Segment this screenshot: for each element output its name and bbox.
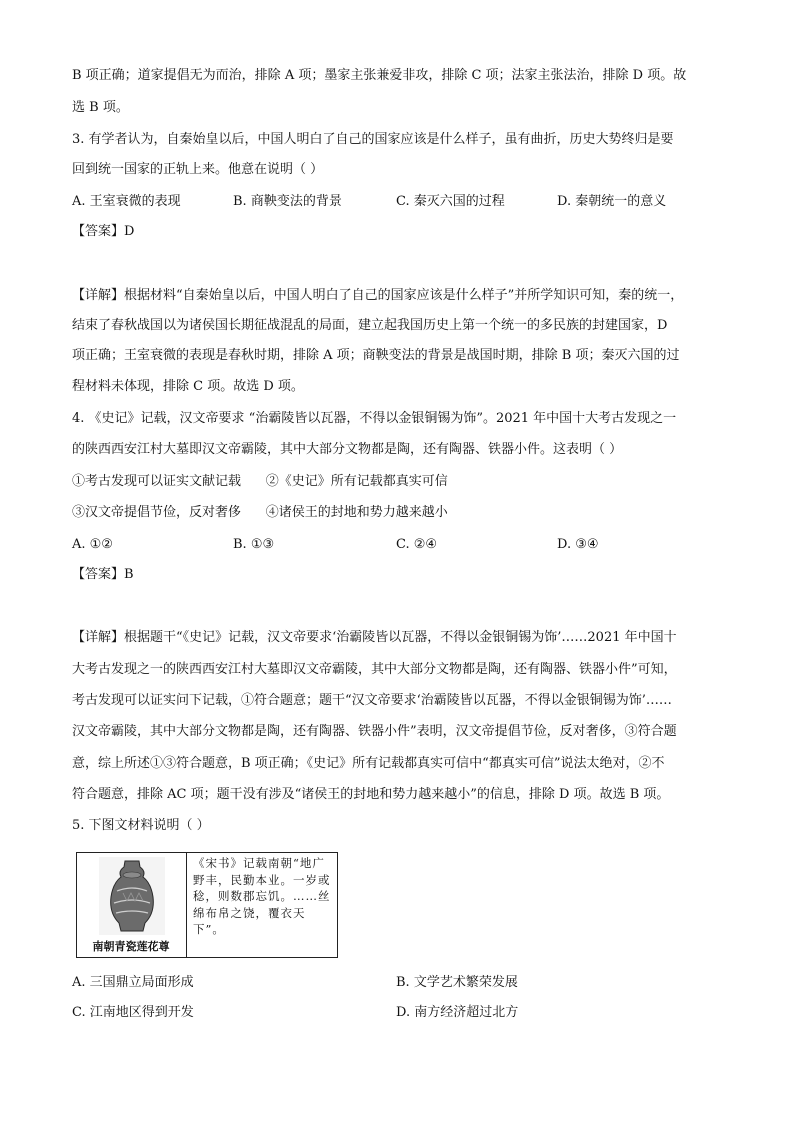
q4-explanation: 符合题意，排除 AC 项；题干没有涉及“诸侯王的封地和势力越来越小”的信息，排除 D 项。故选 B 项。 [72, 787, 670, 802]
answer-label: 【答案】 [72, 567, 125, 582]
lotus-vase-icon [99, 857, 165, 935]
q4-answer [72, 565, 722, 585]
q5-option-d: D. 南方经济超过北方 [396, 1005, 519, 1020]
question-4-stem: 4. 《史记》记载，汉文帝要求 “治霸陵皆以瓦器，不得以金银铜锡为饰”。2021 年中国十大考古发现之一 [72, 411, 677, 426]
q4-option-a: A. ①② [72, 537, 113, 552]
answer-value: B [124, 567, 134, 582]
q4-explanation: 【详解】根据题干“《史记》记载，汉文帝要求‘治霸陵皆以瓦器，不得以金银铜锡为饰’……2021 年中国十 [72, 630, 677, 645]
text-line: B 项正确；道家提倡无为而治，排除 A 项；墨家主张兼爱非攻，排除 C 项；法家主张法治，排除 D 项。故 [72, 68, 687, 83]
q4-option-c: C. ②④ [396, 537, 438, 552]
q3-option-c: C. 秦灭六国的过程 [396, 194, 505, 209]
q4-explanation: 大考古发现之一的陕西西安江村大墓即汉文帝霸陵，其中大部分文物都是陶，还有陶器、铁器小件”可知， [72, 662, 677, 677]
q3-explanation: 项正确；王室衰微的表现是春秋时期，排除 A 项；商鞅变法的背景是战国时期，排除 B 项；秦灭六国的过 [72, 348, 680, 363]
figure-caption: 南朝青瓷莲花尊 [92, 940, 170, 953]
question-5-stem: 5. 下图文材料说明（ ） [72, 818, 210, 833]
q5-option-a: A. 三国鼎立局面形成 [72, 975, 194, 990]
q3-answer [72, 222, 722, 242]
question-3-stem: 回到统一国家的正轨上来。他意在说明（ ） [72, 162, 324, 177]
q5-figure [76, 852, 338, 958]
q4-explanation: 考古发现可以证实问下记载，①符合题意；题干“汉文帝要求‘治霸陵皆以瓦器，不得以金银铜锡为饰’…… [72, 693, 672, 708]
text-line: 选 B 项。 [72, 100, 129, 115]
q5-option-b: B. 文学艺术繁荣发展 [396, 975, 518, 990]
q4-option-b: B. ①③ [233, 537, 275, 552]
figure-quote-text: 《宋书》记载南朝“地广野丰，民勤本业。一岁或稔，则数郡忘饥。……丝绵布帛之饶，覆衣天下”。 [193, 856, 331, 936]
q5-option-c: C. 江南地区得到开发 [72, 1005, 194, 1020]
q4-statements: ①考古发现可以证实文献记载 ②《史记》所有记载都真实可信 [72, 474, 448, 489]
q4-explanation: 汉文帝霸陵，其中大部分文物都是陶，还有陶器、铁器小件”表明，汉文帝提倡节俭，反对奢侈，③符合题 [72, 724, 677, 739]
figure-image-panel [77, 853, 187, 957]
answer-label: 【答案】 [72, 224, 125, 239]
q4-option-d: D. ③④ [557, 537, 599, 552]
q3-explanation: 结束了春秋战国以为诸侯国长期征战混乱的局面，建立起我国历史上第一个统一的多民族的封建国家，D [72, 318, 668, 333]
question-3-stem: 3. 有学者认为，自秦始皇以后，中国人明白了自己的国家应该是什么样子，虽有曲折，历史大势终归是要 [72, 132, 674, 147]
q3-option-a: A. 王室衰微的表现 [72, 194, 181, 209]
q4-explanation: 意，综上所述①③符合题意，B 项正确；《史记》所有记载都真实可信中“都真实可信”说法太绝对，②不 [72, 756, 665, 771]
q3-option-b: B. 商鞅变法的背景 [233, 194, 342, 209]
question-4-stem: 的陕西西安江村大墓即汉文帝霸陵，其中大部分文物都是陶，还有陶器、铁器小件。这表明（ ） [72, 442, 623, 457]
q3-explanation: 【详解】根据材料“自秦始皇以后，中国人明白了自己的国家应该是什么样子”并所学知识可知，秦的统一， [72, 288, 684, 303]
q3-option-d: D. 秦朝统一的意义 [557, 194, 667, 209]
q4-statements: ③汉文帝提倡节俭，反对奢侈 ④诸侯王的封地和势力越来越小 [72, 505, 448, 520]
q3-explanation: 程材料未体现，排除 C 项。故选 D 项。 [72, 379, 304, 394]
answer-value: D [124, 224, 135, 239]
